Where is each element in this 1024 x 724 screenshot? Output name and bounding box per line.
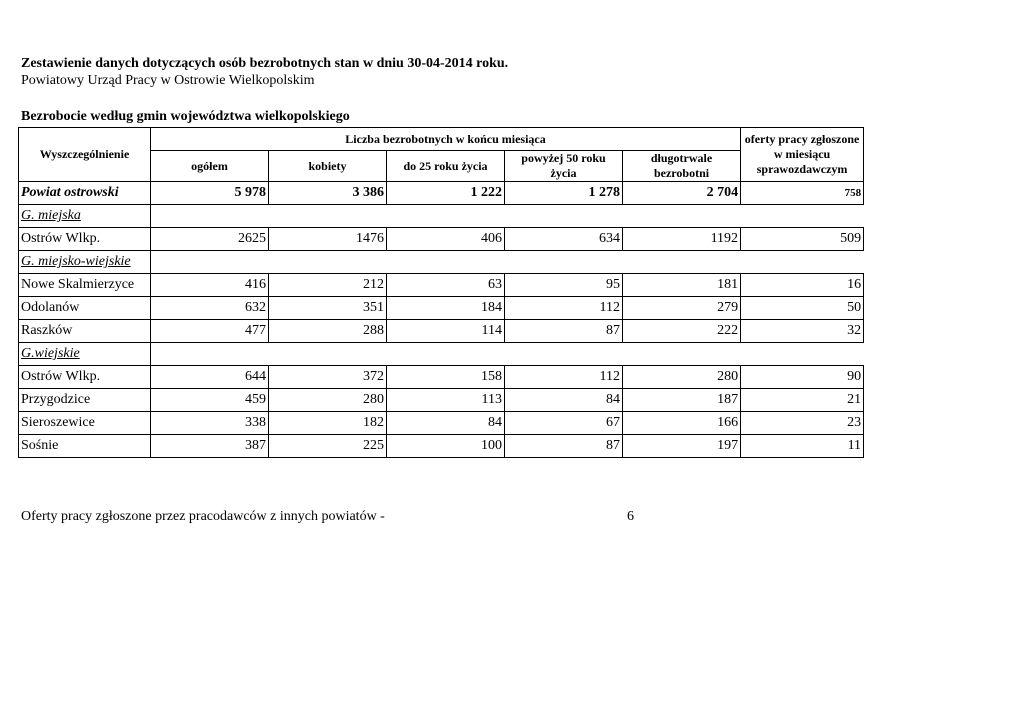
cell: 23 <box>741 412 864 435</box>
cell: 84 <box>387 412 505 435</box>
cell: 100 <box>387 435 505 458</box>
group-row <box>19 251 864 274</box>
cell: 63 <box>387 274 505 297</box>
table-row <box>19 366 864 389</box>
cell: 279 <box>623 297 741 320</box>
cell: 21 <box>741 389 864 412</box>
cell: 1192 <box>623 228 741 251</box>
cell: 387 <box>151 435 269 458</box>
cell: 158 <box>387 366 505 389</box>
cell: 758 <box>741 182 864 205</box>
column-header: ogółem <box>151 151 269 182</box>
cell: 113 <box>387 389 505 412</box>
cell: 372 <box>269 366 387 389</box>
cell: 288 <box>269 320 387 343</box>
cell: 2 704 <box>623 182 741 205</box>
row-label: Odolanów <box>19 297 151 320</box>
cell: 1 222 <box>387 182 505 205</box>
office-name: Powiatowy Urząd Pracy w Ostrowie Wielkopolskim <box>21 73 315 88</box>
group-label: G. miejsko-wiejskie <box>19 251 151 274</box>
cell: 84 <box>505 389 623 412</box>
cell: 95 <box>505 274 623 297</box>
group-label: G.wiejskie <box>19 343 151 366</box>
cell: 112 <box>505 297 623 320</box>
cell: 338 <box>151 412 269 435</box>
cell: 50 <box>741 297 864 320</box>
table-row <box>19 320 864 343</box>
row-label: Przygodzice <box>19 389 151 412</box>
column-header: kobiety <box>269 151 387 182</box>
row-label: Powiat ostrowski <box>19 182 151 205</box>
cell: 1 278 <box>505 182 623 205</box>
table-row <box>19 412 864 435</box>
cell: 634 <box>505 228 623 251</box>
cell: 197 <box>623 435 741 458</box>
cell: 90 <box>741 366 864 389</box>
column-header: do 25 roku życia <box>387 151 505 182</box>
cell: 222 <box>623 320 741 343</box>
cell: 11 <box>741 435 864 458</box>
cell: 280 <box>623 366 741 389</box>
row-header: Wyszczególnienie <box>19 128 151 182</box>
table-row <box>19 435 864 458</box>
cell: 406 <box>387 228 505 251</box>
cell: 477 <box>151 320 269 343</box>
group-row <box>19 205 864 228</box>
cell: 416 <box>151 274 269 297</box>
unemployment-table <box>18 127 864 458</box>
row-label: Sośnie <box>19 435 151 458</box>
table-row <box>19 228 864 251</box>
cell: 1476 <box>269 228 387 251</box>
section-title: Bezrobocie według gmin województwa wielkopolskiego <box>21 109 350 124</box>
cell: 187 <box>623 389 741 412</box>
row-label: Raszków <box>19 320 151 343</box>
row-label: Nowe Skalmierzyce <box>19 274 151 297</box>
footer-note: Oferty pracy zgłoszone przez pracodawców z innych powiatów - <box>21 509 385 524</box>
cell: 87 <box>505 320 623 343</box>
cell: 2625 <box>151 228 269 251</box>
cell: 87 <box>505 435 623 458</box>
group-row <box>19 343 864 366</box>
cell: 166 <box>623 412 741 435</box>
cell: 644 <box>151 366 269 389</box>
cell: 114 <box>387 320 505 343</box>
cell: 32 <box>741 320 864 343</box>
cell: 632 <box>151 297 269 320</box>
cell: 212 <box>269 274 387 297</box>
cell: 112 <box>505 366 623 389</box>
row-label: Ostrów Wlkp. <box>19 228 151 251</box>
offers-header: oferty pracy zgłoszone w miesiącu sprawozdawczym <box>741 128 864 182</box>
row-label: Sieroszewice <box>19 412 151 435</box>
row-label: Ostrów Wlkp. <box>19 366 151 389</box>
cell: 225 <box>269 435 387 458</box>
cell: 509 <box>741 228 864 251</box>
column-header: długotrwale bezrobotni <box>623 151 741 182</box>
cell: 182 <box>269 412 387 435</box>
table-row <box>19 389 864 412</box>
cell: 184 <box>387 297 505 320</box>
cell: 67 <box>505 412 623 435</box>
cell: 351 <box>269 297 387 320</box>
cell: 459 <box>151 389 269 412</box>
cell: 3 386 <box>269 182 387 205</box>
document-title: Zestawienie danych dotyczących osób bezrobotnych stan w dniu 30-04-2014 roku. <box>21 56 509 71</box>
total-row <box>19 182 864 205</box>
table-row <box>19 274 864 297</box>
cell: 16 <box>741 274 864 297</box>
group-header: Liczba bezrobotnych w końcu miesiąca <box>151 128 741 151</box>
cell: 181 <box>623 274 741 297</box>
column-header: powyżej 50 roku życia <box>505 151 623 182</box>
table-row <box>19 297 864 320</box>
footer-value: 6 <box>627 509 634 524</box>
cell: 280 <box>269 389 387 412</box>
cell: 5 978 <box>151 182 269 205</box>
group-label: G. miejska <box>19 205 151 228</box>
